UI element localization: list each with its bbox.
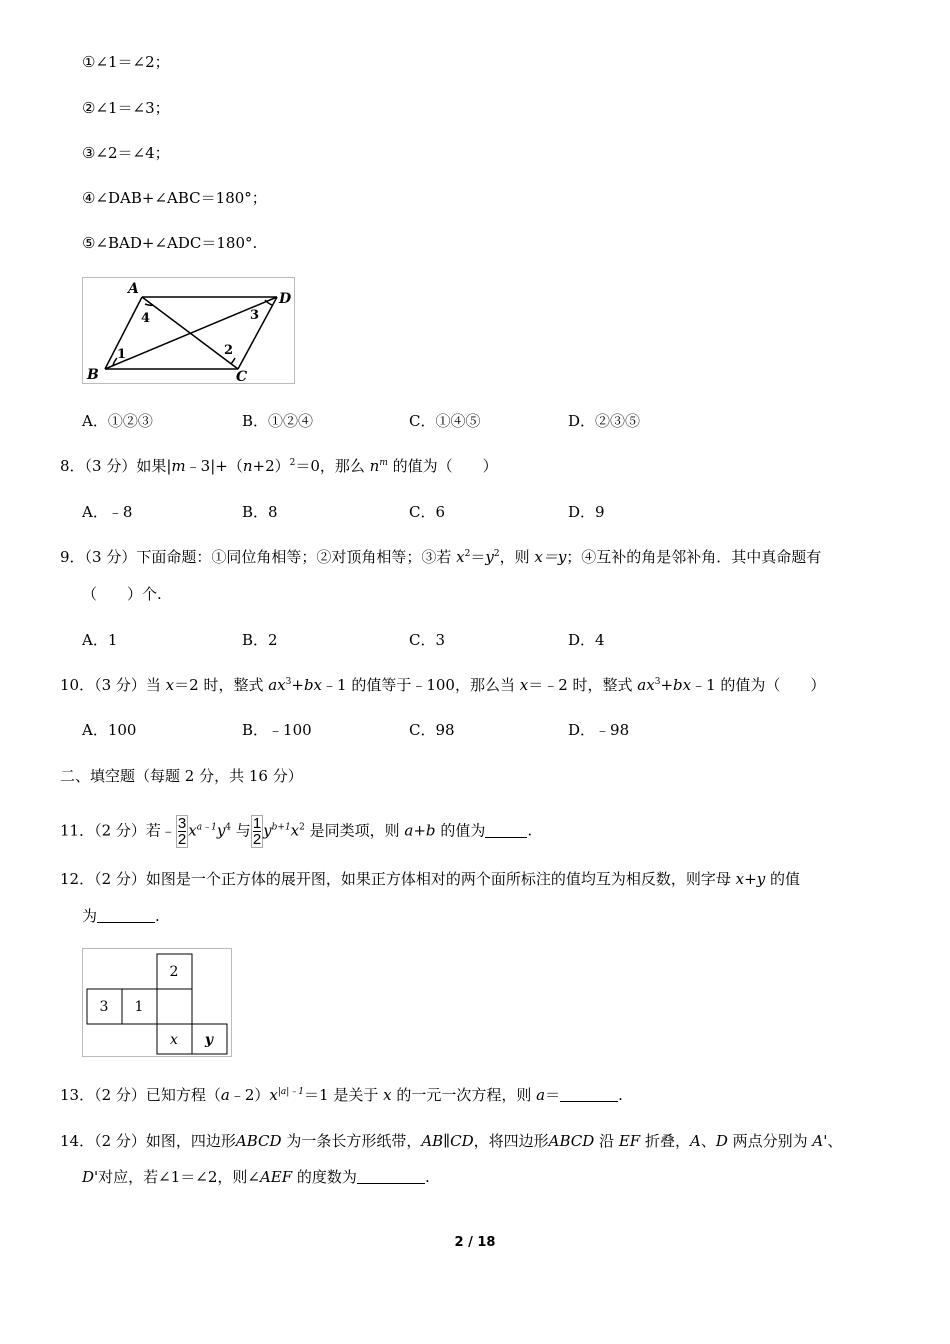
q9-option-b: B．2 <box>242 631 278 649</box>
question-8: 8．（3 分）如果$|m﹣3|+(n+2)^2=0$，那么 $n^m$ 的值为（ ） <box>60 457 498 475</box>
statement-1: ①∠1＝∠2； <box>82 53 170 71</box>
question-14: 14．（2 分）如图，四边形ABCD 为一条长方形纸带，AB∥CD，将四边形ABCD 沿 EF 折叠，A、D 两点分别为 A'、 <box>60 1132 843 1150</box>
q7-option-d: D．②③⑤ <box>568 412 641 430</box>
angle-arc-2 <box>231 358 235 364</box>
question-12: 12．（2 分）如图是一个正方体的展开图，如果正方体相对的两个面所标注的值均互为相反数，则字母 x+y 的值 <box>60 870 800 888</box>
answer-blank-13[interactable] <box>560 1087 618 1102</box>
answer-blank-12[interactable] <box>97 908 155 923</box>
parallelogram-diagram <box>83 278 294 383</box>
page-number: 2 / 18 <box>454 1235 496 1250</box>
cube-label-2: 2 <box>169 964 179 980</box>
cube-net-figure <box>82 948 232 1057</box>
cube-net-diagram <box>83 949 231 1056</box>
statement-5: ⑤∠BAD+∠ADC＝180°. <box>82 234 258 252</box>
statement-3: ③∠2＝∠4； <box>82 144 170 162</box>
label-angle-4: 4 <box>141 311 151 326</box>
answer-blank-11[interactable] <box>485 823 527 838</box>
q8-option-a: A．﹣8 <box>82 503 133 521</box>
q10-option-d: D．﹣98 <box>568 721 630 739</box>
statement-4: ④∠DAB+∠ABC＝180°； <box>82 189 267 207</box>
q10-option-b: B．﹣100 <box>242 721 312 739</box>
section-2-heading: 二、填空题（每题 2 分，共 16 分） <box>60 767 303 785</box>
question-13: 13．（2 分）已知方程$(a﹣2)x^{|a|﹣1}=1$ 是关于 x 的一元一次方程，则 a＝ . <box>60 1086 623 1104</box>
question-10: 10．（3 分）当 x＝2 时，整式 $ax^3+bx﹣1$ 的值等于﹣100，那么当 x＝﹣2 时，整式 $ax^3+bx﹣1$ 的值为（ ） <box>60 676 826 694</box>
label-angle-1: 1 <box>117 347 127 362</box>
q7-option-b: B．①②④ <box>242 412 314 430</box>
label-angle-2: 2 <box>224 343 234 358</box>
statement-2: ②∠1＝∠3； <box>82 99 170 117</box>
question-9: 9．（3 分）下面命题：①同位角相等；②对顶角相等；③若 $x^2=y^2$，则 x＝y；④互补的角是邻补角．其中真命题有 <box>60 548 822 566</box>
q9-option-a: A．1 <box>82 631 118 649</box>
question-9-line2: （ ）个. <box>82 585 162 603</box>
q10-option-a: A．100 <box>82 721 137 739</box>
label-b: B <box>87 367 99 383</box>
cube-face-blank <box>157 989 192 1024</box>
q7-option-c: C．①④⑤ <box>409 412 481 430</box>
q8-option-c: C．6 <box>409 503 446 521</box>
question-14-line2: D'对应，若∠1＝∠2，则∠AEF 的度数为 . <box>82 1168 430 1186</box>
label-d: D <box>279 291 292 307</box>
q8-option-d: D．9 <box>568 503 605 521</box>
q8-option-b: B．8 <box>242 503 278 521</box>
q10-option-c: C．98 <box>409 721 455 739</box>
q9-option-c: C．3 <box>409 631 446 649</box>
cube-label-x: x <box>170 1032 178 1048</box>
cube-label-1: 1 <box>134 999 144 1015</box>
question-11: 11．（2 分）若﹣ $\frac{3}{2}$ $x^{a﹣1}y^4$ 与 $\frac{1}{2}$ $y^{b+1}x^2$ 是同类项，则 a+b 的值为 . <box>60 815 533 848</box>
q7-option-a: A．①②③ <box>82 412 153 430</box>
label-angle-3: 3 <box>250 308 260 323</box>
question-12-line2: 为 . <box>82 907 160 925</box>
parallelogram-figure <box>82 277 295 384</box>
fraction-3-2: $\frac{3}{2}$ <box>177 815 187 848</box>
q9-option-d: D．4 <box>568 631 605 649</box>
cube-label-y: y <box>204 1032 214 1048</box>
label-a: A <box>128 281 139 297</box>
label-c: C <box>236 369 248 383</box>
fraction-1-2: $\frac{1}{2}$ <box>252 815 262 848</box>
answer-blank-14[interactable] <box>357 1169 425 1184</box>
cube-label-3: 3 <box>99 999 109 1015</box>
